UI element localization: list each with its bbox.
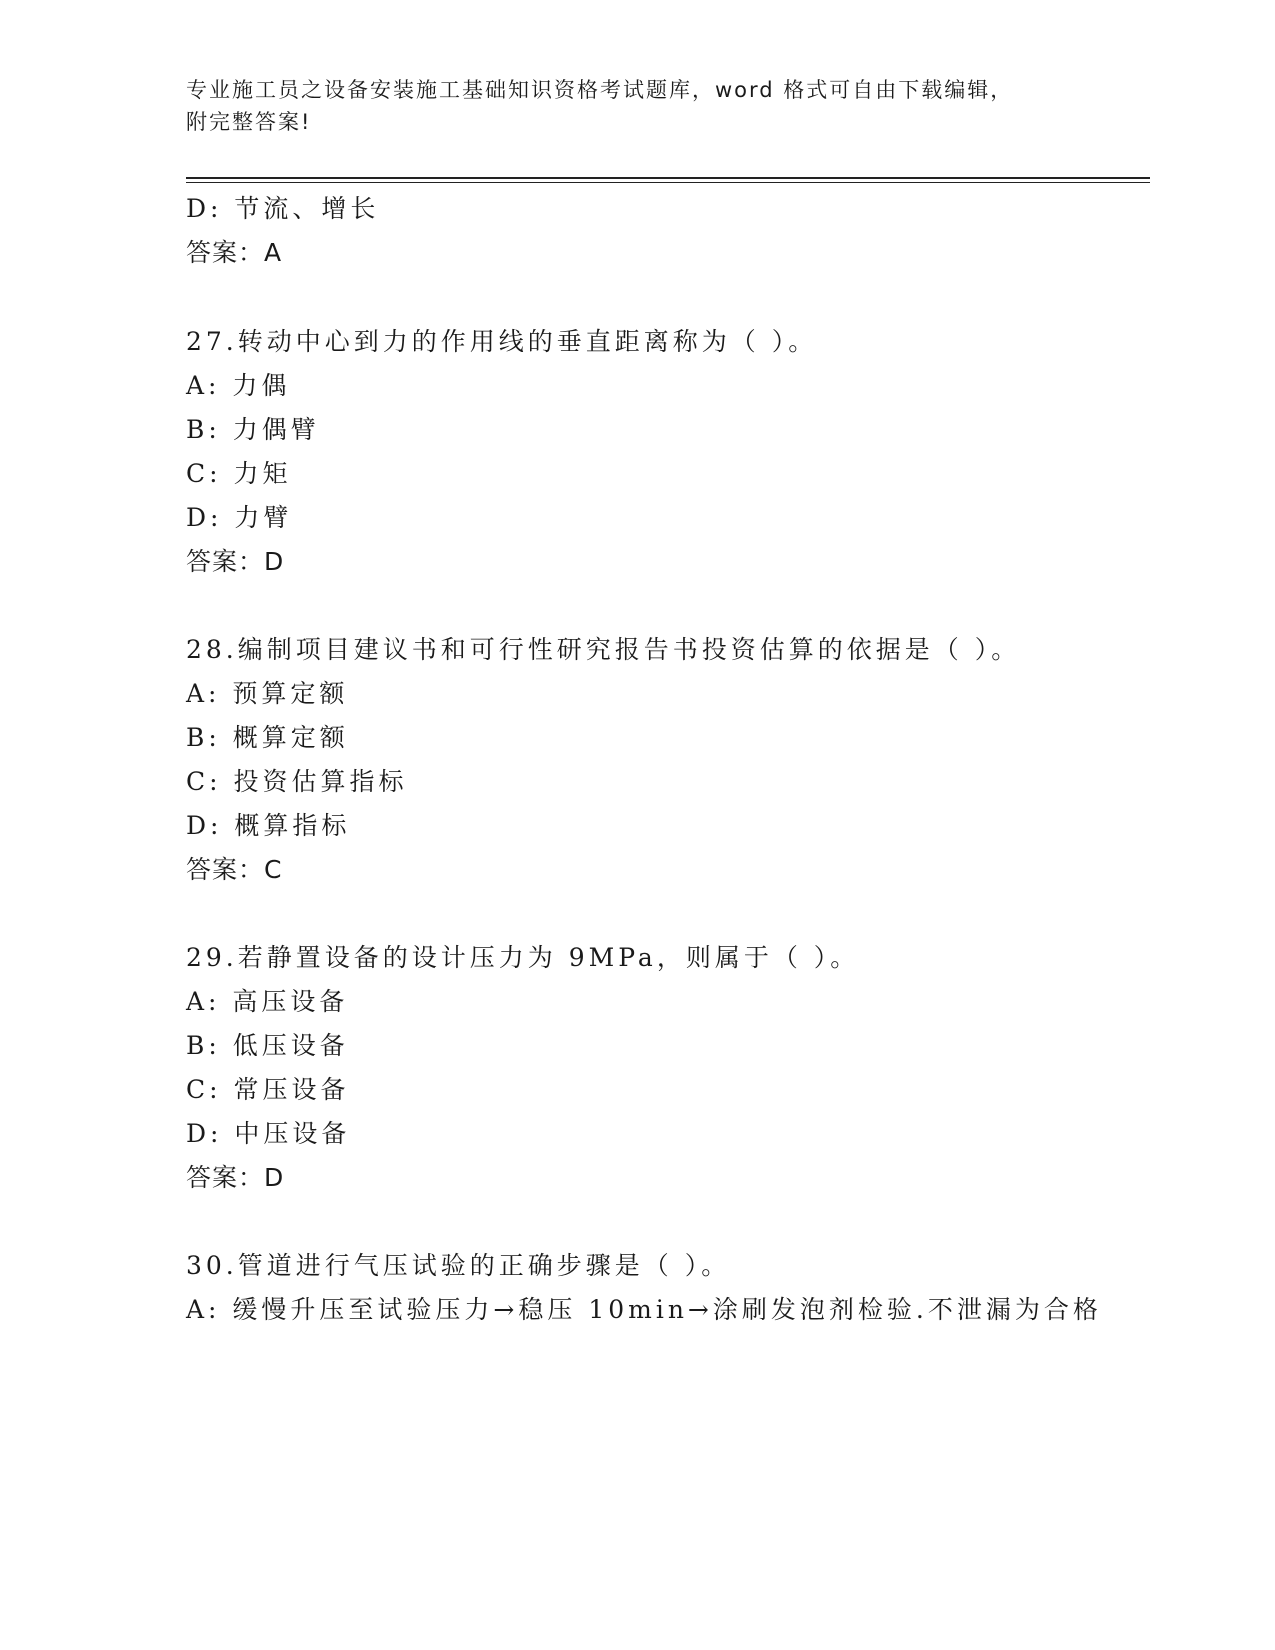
q29-stem: 29.若静置设备的设计压力为 9MPa，则属于（ ）。	[186, 943, 860, 972]
q28-answer: 答案：C	[186, 855, 283, 884]
q27-answer: 答案：D	[186, 547, 285, 576]
q29-option-a: A: 高压设备	[186, 987, 349, 1016]
q29-option-b: B: 低压设备	[186, 1031, 349, 1060]
q26-option-d: D: 节流、增长	[186, 194, 380, 223]
q28-option-a: A: 预算定额	[186, 679, 349, 708]
q27-option-d: D: 力臂	[186, 503, 293, 532]
q28-option-c: C: 投资估算指标	[186, 767, 408, 796]
q30-option-a: A: 缓慢升压至试验压力→稳压 10min→涂刷发泡剂检验.不泄漏为合格	[186, 1295, 1102, 1324]
q28-stem: 28.编制项目建议书和可行性研究报告书投资估算的依据是（ ）。	[186, 635, 1021, 664]
q29-answer: 答案：D	[186, 1163, 285, 1192]
q27-option-c: C: 力矩	[186, 459, 292, 488]
q29-option-d: D: 中压设备	[186, 1119, 351, 1148]
q30-stem: 30.管道进行气压试验的正确步骤是（ ）。	[186, 1251, 731, 1280]
q28-option-b: B: 概算定额	[186, 723, 349, 752]
header-line-2: 附完整答案!	[186, 110, 312, 134]
header-divider-thick	[186, 177, 1150, 179]
header-divider-thin	[186, 182, 1150, 183]
q28-option-d: D: 概算指标	[186, 811, 351, 840]
document-header	[186, 74, 1086, 138]
q27-option-b: B: 力偶臂	[186, 415, 320, 444]
q27-stem: 27.转动中心到力的作用线的垂直距离称为（ ）。	[186, 327, 818, 356]
q27-option-a: A: 力偶	[186, 371, 291, 400]
q29-option-c: C: 常压设备	[186, 1075, 350, 1104]
header-line-1: 专业施工员之设备安装施工基础知识资格考试题库，word 格式可自由下载编辑，	[186, 78, 1014, 102]
q26-answer: 答案：A	[186, 238, 283, 267]
